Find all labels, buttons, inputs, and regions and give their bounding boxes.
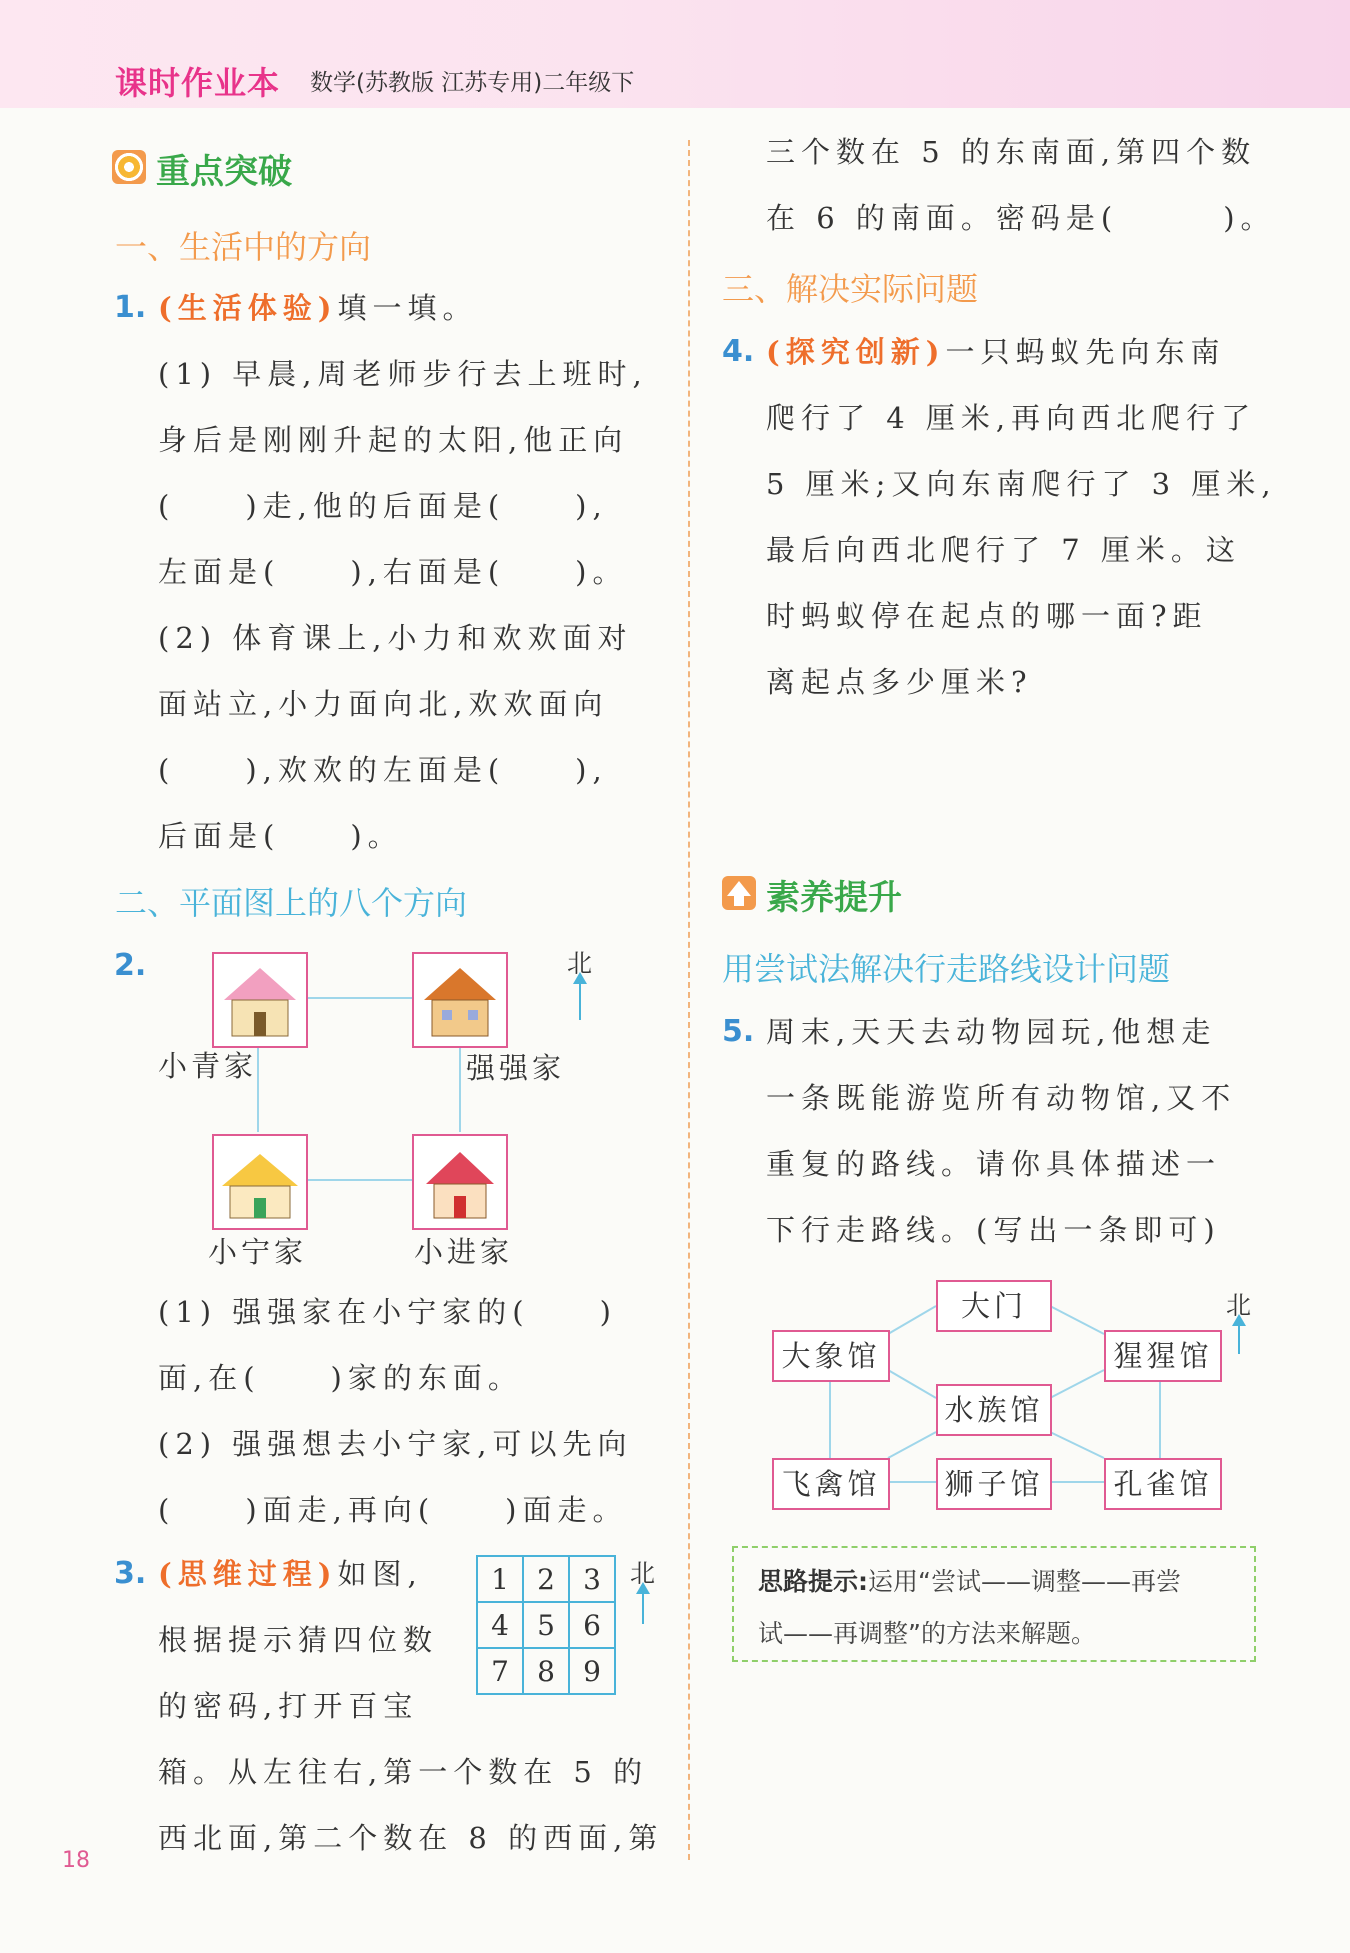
grid-cell: 2: [523, 1556, 569, 1602]
question-5-line: 下行走路线。(写出一条即可): [766, 1213, 1221, 1247]
hint-text-1: 运用“尝试——调整——再尝: [868, 1567, 1181, 1596]
question-2-line: (2) 强强想去小宁家,可以先向: [158, 1427, 633, 1461]
question-2-line: ( )面走,再向( )面走。: [158, 1493, 628, 1527]
question-number-2: 2.: [114, 948, 147, 983]
question-1-stem-text: 填一填。: [337, 291, 478, 325]
question-4-line: 5 厘米;又向东南爬行了 3 厘米,: [766, 467, 1277, 501]
question-4-line: 最后向西北爬行了 7 厘米。这: [766, 533, 1241, 567]
grid-cell: 1: [477, 1556, 523, 1602]
grid-cell: 9: [569, 1648, 615, 1694]
grid-cell: 5: [523, 1602, 569, 1648]
question-5-line: 一条既能游览所有动物馆,又不: [766, 1081, 1237, 1115]
grid-cell: 8: [523, 1648, 569, 1694]
question-2-line: (1) 强强家在小宁家的( ): [158, 1295, 617, 1329]
question-1-line: (2) 体育课上,小力和欢欢面对: [158, 621, 633, 655]
subsection-title-2: 二、平面图上的八个方向: [115, 884, 468, 922]
zoo-peacock-house: 孔雀馆: [1104, 1458, 1222, 1510]
subsection-title-3: 三、解决实际问题: [722, 270, 979, 308]
question-number-3: 3.: [114, 1556, 147, 1591]
zoo-bird-house: 飞禽馆: [772, 1458, 890, 1510]
label-qiangqiang-home: 强强家: [466, 1051, 566, 1085]
label-xiaojin-home: 小进家: [414, 1235, 514, 1269]
north-arrow-icon: [1238, 1322, 1240, 1354]
question-4-stem-text: 一只蚂蚁先向东南: [945, 335, 1226, 369]
grid-cell: 3: [569, 1556, 615, 1602]
subsection-title-1: 一、生活中的方向: [115, 228, 372, 266]
hint-box: [732, 1546, 1256, 1662]
north-label: 北: [1226, 1291, 1252, 1320]
question-number-1: 1.: [114, 290, 147, 325]
subsection-title-4: 用尝试法解决行走路线设计问题: [722, 950, 1171, 988]
question-4-line: 时蚂蚁停在起点的哪一面?距: [766, 599, 1208, 633]
section-title-key-points: 重点突破: [156, 152, 292, 192]
zoo-aquarium: 水族馆: [936, 1384, 1052, 1436]
question-3-line: 箱。从左往右,第一个数在 5 的: [158, 1755, 649, 1789]
grid-cell: 7: [477, 1648, 523, 1694]
zoo-lion-house: 狮子馆: [936, 1458, 1052, 1510]
hint-line-1: [758, 1562, 1181, 1598]
zoo-elephant-house: 大象馆: [772, 1330, 890, 1382]
question-3-line: 西北面,第二个数在 8 的西面,第: [158, 1821, 664, 1855]
question-3-tag: (思维过程): [158, 1557, 338, 1591]
north-label: 北: [630, 1559, 656, 1588]
question-1-tag: (生活体验): [158, 291, 338, 325]
question-4-line: 离起点多少厘米?: [766, 665, 1033, 699]
hint-line-2: 试——再调整”的方法来解题。: [758, 1619, 1096, 1648]
question-1-line: 身后是刚刚升起的太阳,他正向: [158, 423, 629, 457]
number-grid: [476, 1555, 616, 1695]
label-xiaoqing-home: 小青家: [158, 1049, 258, 1083]
question-1-line: (1) 早晨,周老师步行去上班时,: [158, 357, 648, 391]
grid-cell: 6: [569, 1602, 615, 1648]
question-3-stem-text: 如图,: [337, 1557, 423, 1591]
question-number-4: 4.: [722, 334, 755, 369]
question-number-5: 5.: [722, 1014, 755, 1049]
question-1-line: 后面是( )。: [158, 819, 403, 853]
book-title: 课时作业本: [115, 64, 281, 102]
grid-cell: 4: [477, 1602, 523, 1648]
question-1-line: 左面是( ),右面是( )。: [158, 555, 628, 589]
question-1-line: ( ),欢欢的左面是( ),: [158, 753, 608, 787]
question-4-tag: (探究创新): [766, 335, 946, 369]
question-3-line: 的密码,打开百宝: [158, 1689, 419, 1723]
label-xiaoning-home: 小宁家: [208, 1235, 308, 1269]
question-1-line: ( )走,他的后面是( ),: [158, 489, 608, 523]
question-2-line: 面,在( )家的东面。: [158, 1361, 523, 1395]
question-3-continued: 在 6 的南面。密码是( )。: [766, 201, 1276, 235]
question-3-continued: 三个数在 5 的东南面,第四个数: [766, 135, 1257, 169]
question-1-line: 面站立,小力面向北,欢欢面向: [158, 687, 609, 721]
zoo-gate: 大门: [936, 1280, 1052, 1332]
hint-label: 思路提示:: [758, 1567, 868, 1596]
question-4-line: 爬行了 4 厘米,再向西北爬行了: [766, 401, 1257, 435]
zoo-orangutan-house: 猩猩馆: [1104, 1330, 1222, 1382]
book-subtitle: 数学(苏教版 江苏专用)二年级下: [310, 70, 635, 96]
page-number: 18: [62, 1848, 90, 1873]
question-3-stem: [158, 1554, 423, 1594]
question-5-line: 周末,天天去动物园玩,他想走: [766, 1015, 1217, 1049]
question-5-line: 重复的路线。请你具体描述一: [766, 1147, 1222, 1181]
north-arrow-icon: [642, 1590, 644, 1624]
north-label: 北: [567, 949, 593, 978]
question-3-line: 根据提示猜四位数: [158, 1623, 439, 1657]
section-title-improvement: 素养提升: [766, 878, 902, 918]
